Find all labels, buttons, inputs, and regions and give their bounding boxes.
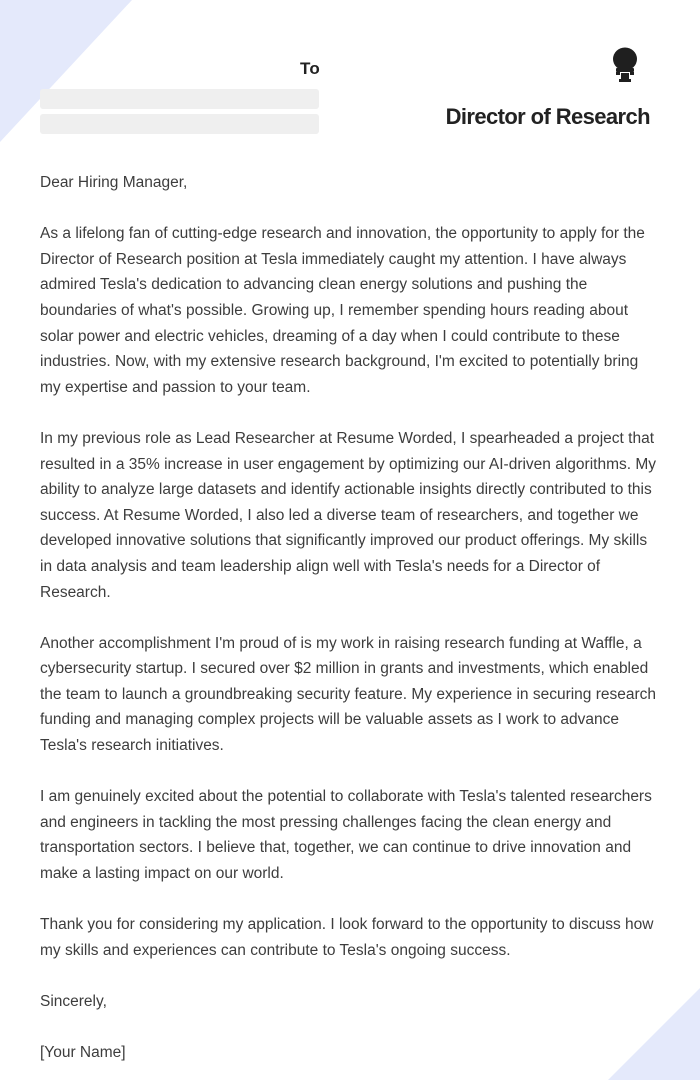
signature: [Your Name]: [40, 1044, 126, 1062]
paragraph-motivation: I am genuinely excited about the potential to collaborate with Tesla's talented researchers and engineers in tackling the most pressing challenges facing the clean energy and transportation sectors. I believe that, together, we can continue to drive innovation and make a lasting impact on our world.: [40, 788, 652, 883]
paragraph-thanks: Thank you for considering my application. I look forward to the opportunity to discuss how my skills and experiences can contribute to Tesla's ongoing success.: [40, 916, 654, 959]
salutation: Dear Hiring Manager,: [40, 174, 188, 191]
job-title-heading: Director of Research: [445, 104, 650, 129]
to-label: To: [300, 59, 320, 78]
paragraph-experience: In my previous role as Lead Researcher at Resume Worded, I spearheaded a project that resulted in a 35% increase in user engagement by optimizing our AI-driven algorithms. My ability to analyze large datasets and identify actionable insights directly contributed to this success. At Resume Worded, I also led a diverse team of researchers, and together we developed innovative solutions that significantly improved our product offerings. My skills in data analysis and team leadership align well with Tesla's needs for a Director of Research.: [40, 429, 657, 601]
paragraph-funding: Another accomplishment I'm proud of is my work in raising research funding at Waffle, a cybersecurity startup. I secured over $2 million in grants and investments, which enabled the team to launch a groundbreaking security feature. My experience in securing research funding and managing complex projects will be valuable assets as I work to advance Tesla's research initiatives.: [40, 634, 657, 755]
lightbulb-head-icon: [610, 47, 640, 83]
recipient-name-placeholder: [40, 89, 319, 109]
paragraph-intro: As a lifelong fan of cutting-edge research and innovation, the opportunity to apply for the Director of Research position at Tesla immediately caught my attention. I have always admired Tesla's dedication to advancing clean energy solutions and pushing the boundaries of what's possible. Growing up, I remember spending hours reading about solar power and electric vehicles, dreaming of a day when I could contribute to these industries. Now, with my extensive research background, I'm excited to potentially bring my expertise and passion to your team.: [40, 225, 645, 396]
letter-body: [40, 170, 662, 1066]
recipient-address-placeholder: [40, 114, 319, 134]
closing: Sincerely,: [40, 993, 107, 1010]
